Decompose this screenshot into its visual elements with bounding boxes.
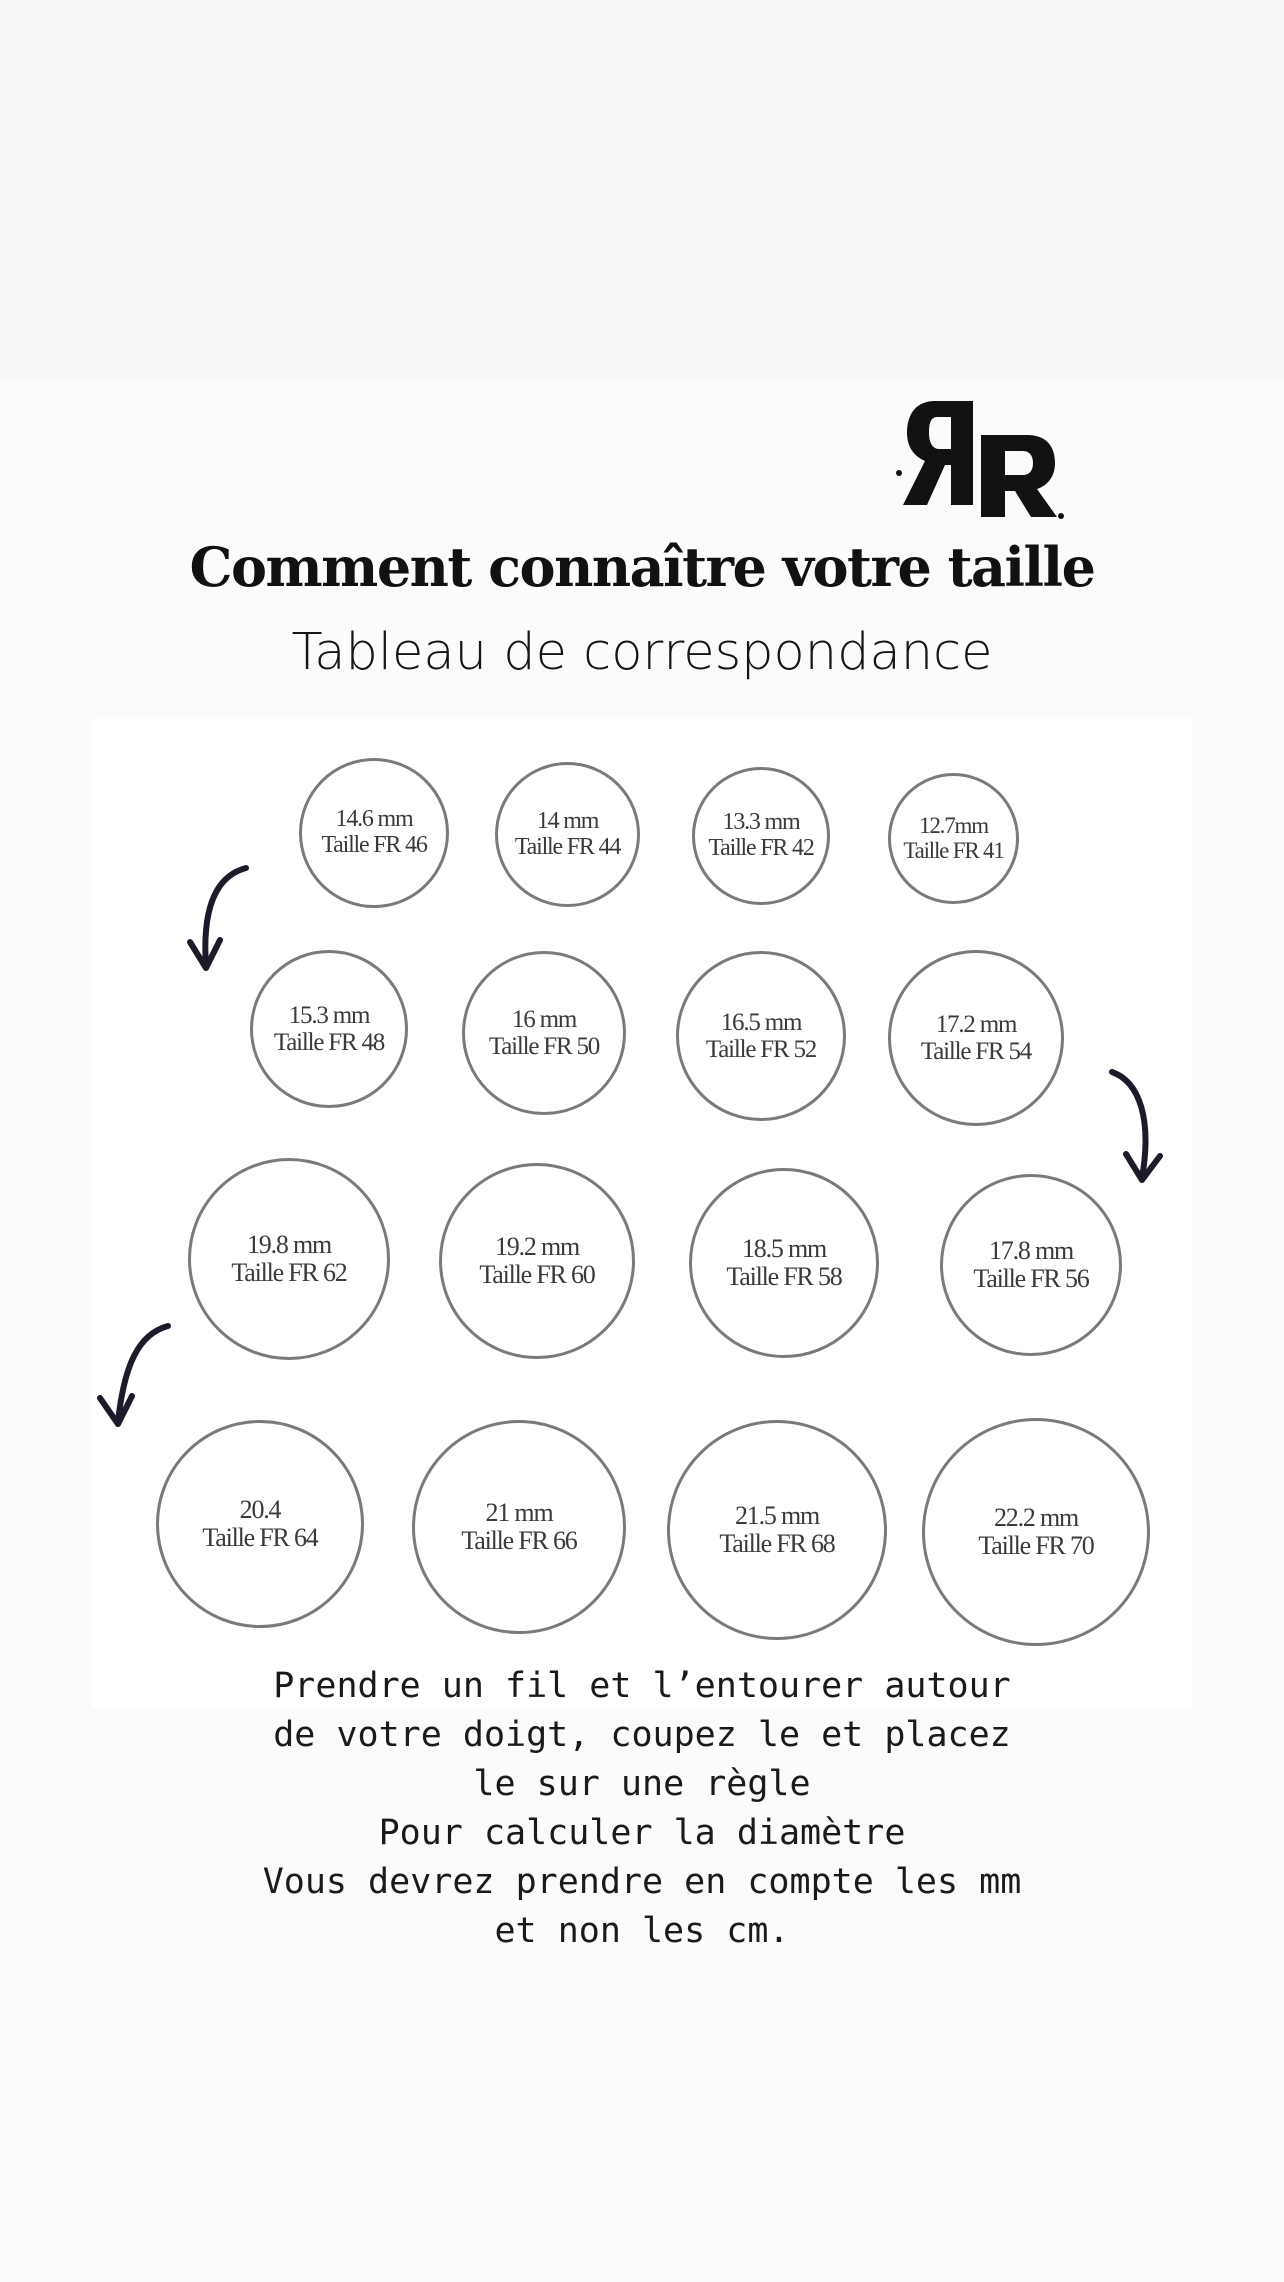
instructions-text — [0, 1662, 1284, 1956]
ring-size: Taille FR 42 — [708, 835, 814, 861]
ring-size-58 — [689, 1168, 879, 1358]
ring-size: Taille FR 50 — [488, 1033, 600, 1060]
ring-diameter: 16 mm — [511, 1006, 577, 1033]
ring-size-62 — [188, 1158, 390, 1360]
instruction-line: Prendre un fil et l’entourer autour — [273, 1666, 1011, 1706]
instruction-line: Vous devrez prendre en compte les mm — [262, 1862, 1022, 1902]
ring-size-50 — [462, 951, 626, 1115]
ring-size-52 — [676, 951, 846, 1121]
page-subtitle: Tableau de correspondance — [291, 623, 993, 682]
ring-diameter: 21.5 mm — [734, 1500, 820, 1530]
ring-size-68 — [667, 1420, 887, 1640]
ring-size-70 — [922, 1418, 1150, 1646]
ring-diameter: 12.7mm — [919, 812, 988, 838]
ring-diameter: 22.2 mm — [993, 1502, 1079, 1532]
ring-size-60 — [439, 1163, 635, 1359]
ring-diameter: 14 mm — [536, 807, 599, 834]
ring-size-41 — [888, 773, 1019, 904]
ring-size: Taille FR 70 — [978, 1531, 1094, 1560]
ring-diameter: 19.2 mm — [494, 1231, 580, 1261]
ring-size: Taille FR 64 — [202, 1523, 318, 1552]
ring-diameter: 15.3 mm — [288, 1002, 370, 1029]
ring-size-46 — [299, 758, 449, 908]
ring-size: Taille FR 68 — [719, 1529, 835, 1558]
ring-diameter: 18.5 mm — [741, 1233, 827, 1263]
instruction-line: le sur une règle — [473, 1764, 811, 1804]
curved-arrow-down-left-icon — [92, 1318, 172, 1438]
ring-diameter: 13.3 mm — [722, 809, 800, 836]
ring-size: Taille FR 56 — [973, 1264, 1089, 1293]
ring-size-56 — [940, 1174, 1122, 1356]
ring-diameter: 16.5 mm — [720, 1009, 802, 1036]
curved-arrow-down-left-icon — [176, 860, 256, 980]
curved-arrow-down-right-icon — [1102, 1064, 1182, 1194]
ring-size: Taille FR 48 — [273, 1029, 385, 1056]
ring-size-54 — [888, 950, 1064, 1126]
ring-size: Taille FR 52 — [705, 1036, 817, 1063]
ring-size: Taille FR 46 — [321, 832, 427, 858]
instruction-line: et non les cm. — [494, 1911, 790, 1951]
ring-size: Taille FR 41 — [903, 837, 1004, 863]
bottom-background — [0, 1900, 1284, 2282]
top-background — [0, 0, 1284, 380]
ring-diameter: 21 mm — [485, 1497, 553, 1527]
page-title: Comment connaître votre taille — [189, 535, 1095, 599]
ring-size-42 — [692, 767, 830, 905]
instruction-line: Pour calculer la diamètre — [378, 1813, 906, 1853]
ring-diameter: 19.8 mm — [246, 1229, 332, 1259]
ring-diameter: 20.4 — [239, 1494, 281, 1524]
ring-diameter: 17.8 mm — [988, 1235, 1074, 1265]
ring-size: Taille FR 62 — [231, 1258, 347, 1287]
ring-size-48 — [250, 950, 408, 1108]
instruction-line: de votre doigt, coupez le et placez — [273, 1715, 1011, 1755]
ring-size: Taille FR 66 — [461, 1526, 577, 1555]
ring-size: Taille FR 58 — [726, 1262, 842, 1291]
ring-size-64 — [156, 1420, 364, 1628]
rr-logo-icon — [895, 393, 1065, 523]
ring-size-44 — [495, 762, 640, 907]
size-chart-card — [92, 718, 1192, 1708]
ring-size: Taille FR 54 — [920, 1038, 1032, 1065]
ring-diameter: 17.2 mm — [935, 1011, 1017, 1038]
ring-diameter: 14.6 mm — [335, 806, 413, 833]
ring-size: Taille FR 60 — [479, 1260, 595, 1289]
ring-size-66 — [412, 1420, 626, 1634]
ring-size: Taille FR 44 — [514, 833, 621, 860]
